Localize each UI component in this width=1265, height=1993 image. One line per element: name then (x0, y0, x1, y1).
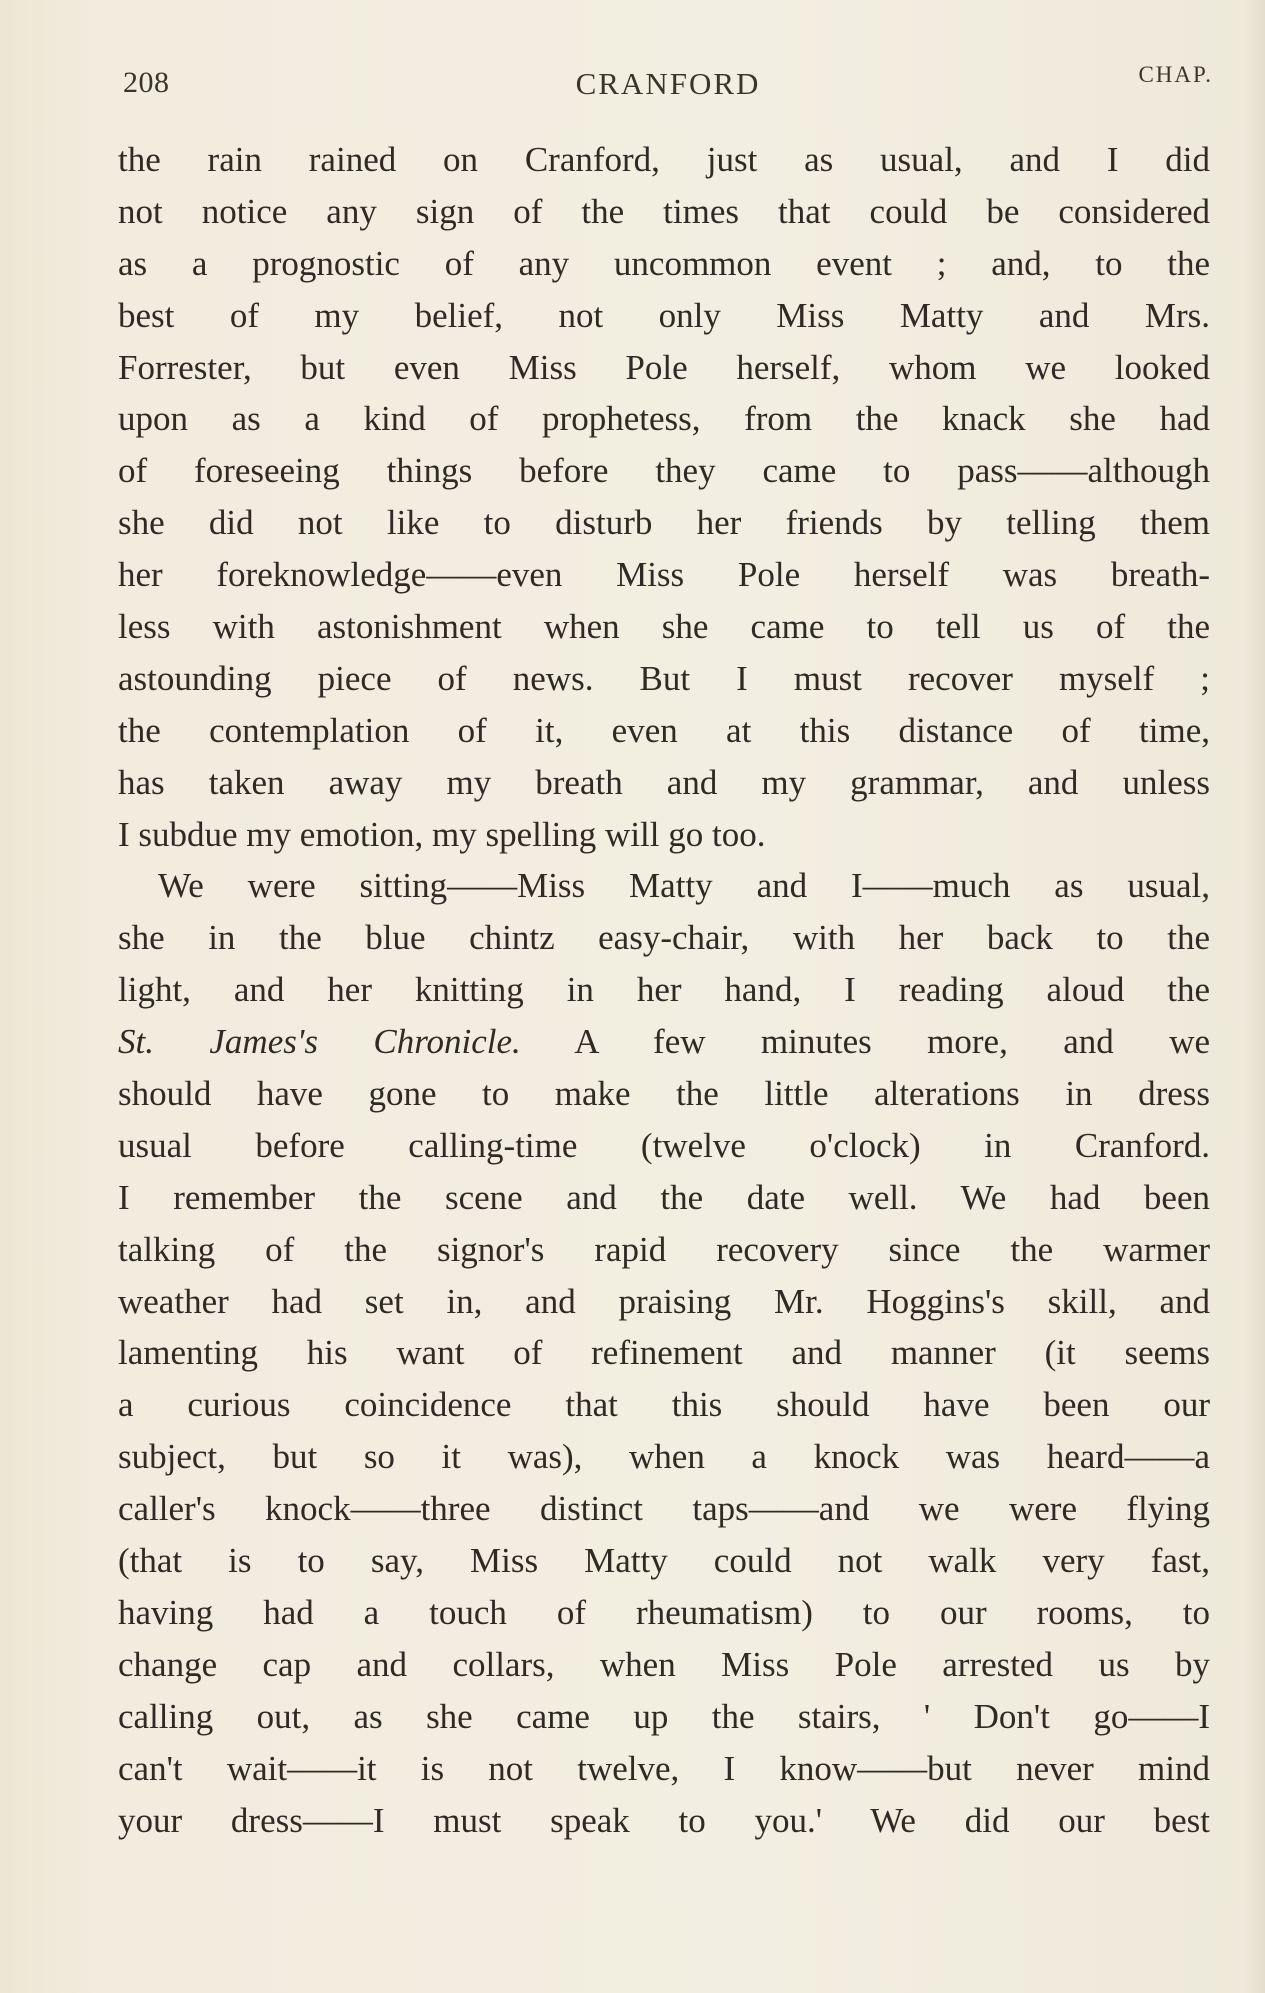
text-line: lamenting his want of refinement and manner (it seems (118, 1333, 1210, 1373)
text-line: astounding piece of news. But I must recover myself ; (118, 658, 1210, 698)
text-line: can't wait——it is not twelve, I know——but never mind (118, 1748, 1210, 1788)
text-line: calling out, as she came up the stairs, ' Don't go——I (118, 1696, 1210, 1736)
running-title: CRANFORD (575, 66, 761, 101)
paragraph-2 (118, 860, 1210, 1846)
text-line (118, 1016, 1210, 1068)
text-line: usual before calling-time (twelve o'clock) in Cranford. (118, 1125, 1210, 1165)
text-line: I remember the scene and the date well. We had been (118, 1177, 1210, 1217)
text-line: Forrester, but even Miss Pole herself, whom we looked (118, 347, 1210, 387)
text-line: We were sitting——Miss Matty and I——much as usual, (158, 866, 1210, 906)
page-edge-shadow (1243, 0, 1265, 1993)
text-line: not notice any sign of the times that could be considered (118, 191, 1210, 231)
page-number: 208 (123, 66, 170, 99)
text-line: best of my belief, not only Miss Matty and Mrs. (118, 295, 1210, 335)
text-line: she in the blue chintz easy-chair, with her back to the (118, 918, 1210, 958)
page-header (123, 62, 1213, 112)
text-line: change cap and collars, when Miss Pole arrested us by (118, 1644, 1210, 1684)
text-line: subject, but so it was), when a knock was heard——a (118, 1437, 1210, 1477)
text-line: as a prognostic of any uncommon event ; and, to the (118, 243, 1210, 283)
chapter-label: CHAP. (1138, 62, 1213, 87)
text-line: less with astonishment when she came to tell us of the (118, 607, 1210, 647)
text-line: the rain rained on Cranford, just as usual, and I did (118, 140, 1210, 179)
text-line: upon as a kind of prophetess, from the knack she had (118, 399, 1210, 439)
text-line: talking of the signor's rapid recovery since the warmer (118, 1229, 1210, 1269)
text-line: having had a touch of rheumatism) to our rooms, to (118, 1592, 1210, 1632)
body-text (118, 134, 1210, 1846)
text-fragment: A few minutes more, and we (520, 1022, 1211, 1062)
paragraph-1 (118, 134, 1210, 860)
text-line: of foreseeing things before they came to pass——although (118, 451, 1210, 491)
text-line: (that is to say, Miss Matty could not walk very fast, (118, 1541, 1210, 1581)
text-line: light, and her knitting in her hand, I reading aloud the (118, 970, 1210, 1010)
text-line: has taken away my breath and my grammar, and unless (118, 762, 1210, 802)
text-line: I subdue my emotion, my spelling will go too. (118, 814, 766, 854)
text-line: she did not like to disturb her friends by telling them (118, 503, 1210, 543)
text-line: a curious coincidence that this should have been our (118, 1385, 1210, 1425)
text-line: caller's knock——three distinct taps——and we were flying (118, 1489, 1210, 1529)
text-line: should have gone to make the little alterations in dress (118, 1074, 1210, 1114)
text-line: your dress——I must speak to you.' We did our best (118, 1800, 1210, 1840)
text-line: the contemplation of it, even at this distance of time, (118, 710, 1210, 750)
text-line: weather had set in, and praising Mr. Hoggins's skill, and (118, 1281, 1210, 1321)
text-line: her foreknowledge——even Miss Pole herself was breath- (118, 555, 1210, 595)
newspaper-title: St. James's Chronicle. (118, 1022, 521, 1062)
